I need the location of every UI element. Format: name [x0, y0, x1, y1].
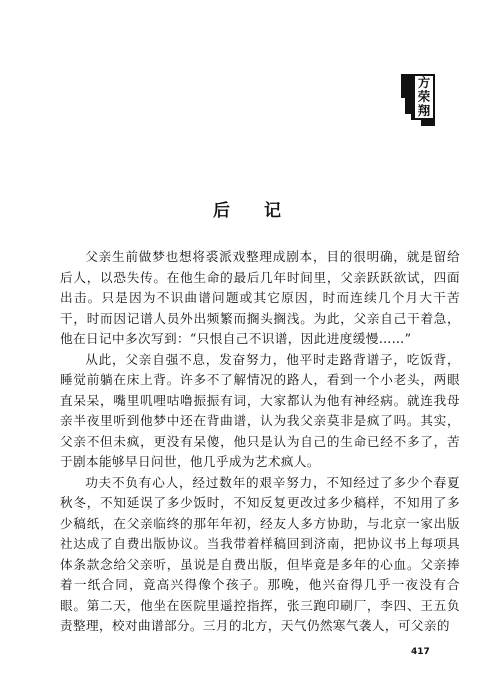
paragraph-2: 从此，父亲自强不息，发奋努力，他平时走路背谱子，吃饭背，睡觉前躺在床上背。许多不了解情况的路人，看到一个小老头，两眼直呆呆，嘴里叽哩咕噜振振有词，大家都认为他有神经病。就连我母亲半夜里听到他梦中还在背曲谱，认为我父亲莫非是疯了吗。其实，父亲不但未疯，更没有呆傻，他只是认为自己的生命已经不多了，苦于剧本能够早日问世，他几乎成为艺术疯人。	[60, 351, 460, 469]
chapter-side-tab	[401, 74, 435, 126]
page-number: 417	[411, 647, 430, 657]
paragraph-3: 功夫不负有心人，经过数年的艰辛努力，不知经过了多少个春夏秋冬，不知延误了多少饭时，不知反复更改过多少稿样，不知用了多少稿纸，在父亲临终的那年年初，经友人多方协助，与北京一家出版社达成了自费出版协议。当我带着样稿回到济南，把协议书上每项具体条款念给父亲听，虽说是自费出版，但毕竟是多年的心血。父亲捧着一纸合同，竟高兴得像个孩子。那晚，他兴奋得几乎一夜没有合眼。第二天，他坐在医院里遥控指挥，张三跑印刷厂，李四、王五负责整理，校对曲谱部分。三月的北方，天气仍然寒气袭人，可父亲的	[60, 474, 460, 633]
body-text	[60, 247, 460, 637]
paragraph-1: 父亲生前做梦也想将裘派戏整理成剧本，目的很明确，就是留给后人，以恐失传。在他生命的最后几年时间里，父亲跃跃欲试，四面出击。只是因为不识曲谱问题或其它原因，时而连续几个月大干苦干，时而因记谱人员外出频繁而搁头搁浅。为此，父亲自己干着急，他在日记中多次写到：“只恨自己不识谱，因此进度缓慢……”	[60, 249, 460, 346]
section-heading: 后记	[213, 201, 315, 221]
side-tab-label: 方荣翔	[415, 76, 433, 118]
